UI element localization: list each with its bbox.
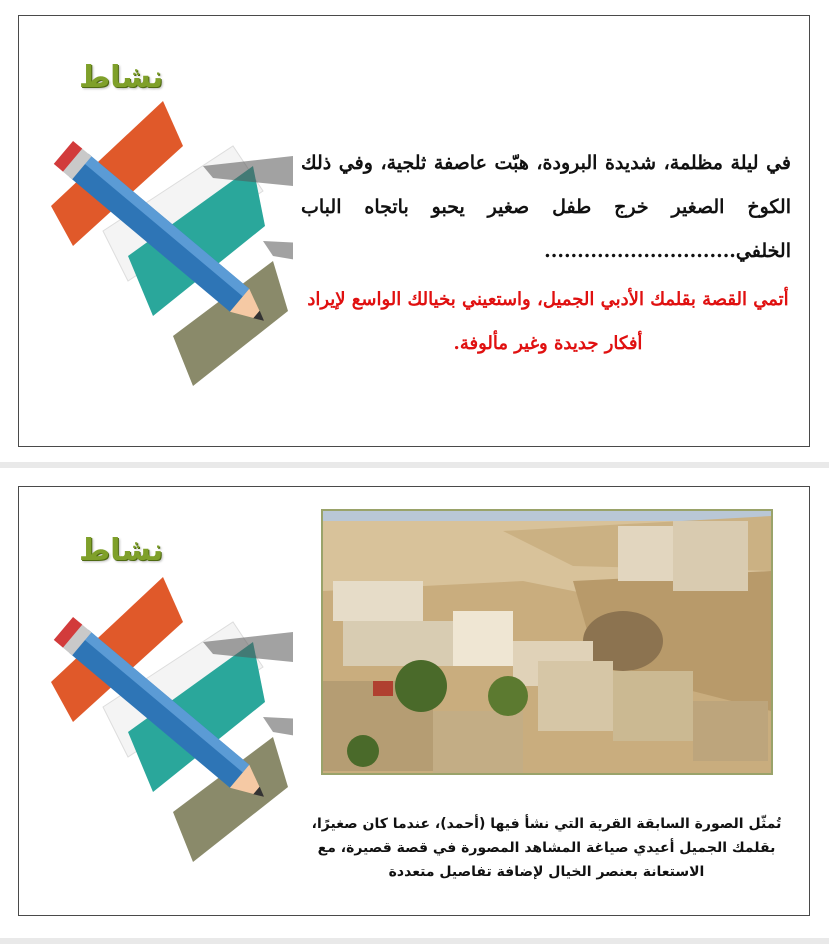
instruction-text: أتمي القصة بقلمك الأدبي الجميل، واستعيني بخيالك الواسع لإيراد أفكار جديدة وغير مألوفة. [307, 289, 789, 354]
slide-2-frame [18, 486, 810, 916]
slide-3-edge [0, 944, 829, 951]
activity-label: نشاط [79, 60, 164, 95]
pencil-ribbon-illustration [33, 572, 293, 862]
slide-2 [0, 468, 829, 938]
slide-1-frame [18, 15, 810, 447]
slide-1 [0, 0, 829, 462]
activity-label: نشاط [79, 533, 164, 568]
caption-text: تُمثّل الصورة السابقة القرية التي نشأ فيها (أحمد)، عندما كان صغيرًا، بقلمك الجميل أعيدي صياغة المشاهد المصورة في قصة قصيرة، مع الاستعانة بعنصر الخيال لإضافة تفاصيل متعددة [311, 816, 782, 880]
village-photo [321, 509, 773, 775]
pencil-ribbon-illustration [33, 96, 293, 386]
village-photo-drawing [323, 511, 771, 773]
story-text: في ليلة مظلمة، شديدة البرودة، هبّت عاصفة ثلجية، وفي ذلك الكوخ الصغير خرج طفل صغير يحبو باتجاه الباب الخلفي............................. [301, 152, 791, 262]
